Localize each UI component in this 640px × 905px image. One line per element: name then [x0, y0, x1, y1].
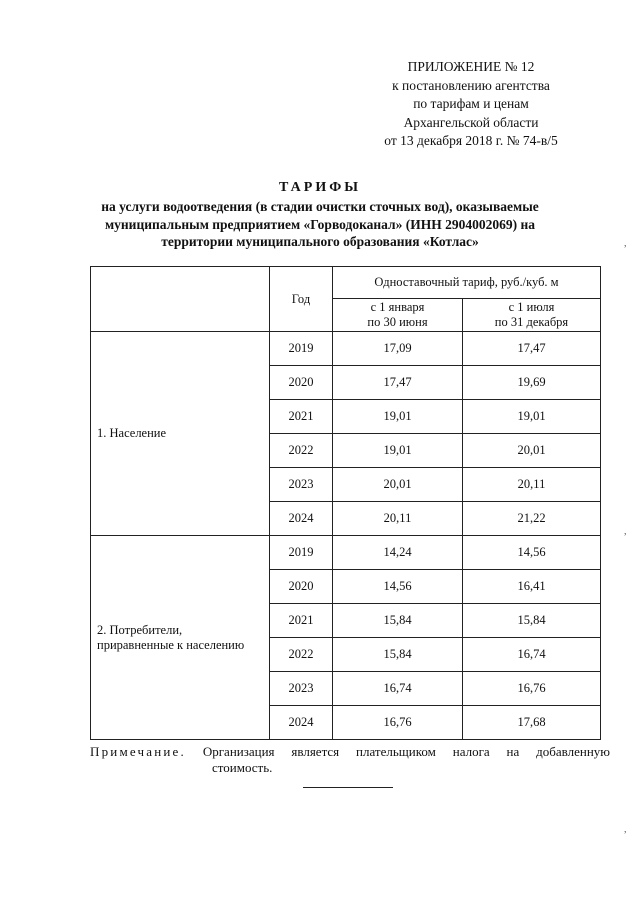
- footnote-word: является: [291, 744, 340, 759]
- tariff-table: [90, 266, 601, 740]
- tariff-cell: 19,01: [463, 400, 601, 434]
- year-cell: 2024: [270, 706, 333, 740]
- header-period-second-half: с 1 июля по 31 декабря: [463, 299, 601, 332]
- tariff-cell: 16,76: [333, 706, 463, 740]
- margin-mark: ,: [624, 238, 627, 249]
- year-cell: 2020: [270, 570, 333, 604]
- year-cell: 2019: [270, 332, 333, 366]
- footnote-word: налога: [452, 744, 490, 759]
- tariff-cell: 14,56: [333, 570, 463, 604]
- tariff-cell: 19,01: [333, 434, 463, 468]
- year-cell: 2019: [270, 536, 333, 570]
- tariff-cell: 14,56: [463, 536, 601, 570]
- tariff-cell: 19,01: [333, 400, 463, 434]
- tariff-cell: 17,47: [333, 366, 463, 400]
- tariff-cell: 20,11: [333, 502, 463, 536]
- subtitle-line: территории муниципального образования «Котлас»: [161, 234, 479, 249]
- year-cell: 2024: [270, 502, 333, 536]
- category-population: 1. Население: [91, 332, 270, 536]
- footnote: [90, 744, 610, 776]
- footnote-word: добавленную: [536, 744, 610, 759]
- tariff-cell: 15,84: [333, 638, 463, 672]
- tariff-cell: 20,01: [463, 434, 601, 468]
- tariff-cell: 17,68: [463, 706, 601, 740]
- tariff-cell: 20,01: [333, 468, 463, 502]
- subtitle-line: муниципальным предприятием «Горводоканал» (ИНН 2904002069) на: [104, 216, 536, 232]
- tariff-cell: 21,22: [463, 502, 601, 536]
- footnote-continuation: стоимость.: [212, 760, 273, 775]
- tariff-cell: 17,47: [463, 332, 601, 366]
- year-cell: 2022: [270, 434, 333, 468]
- subtitle-line: на услуги водоотведения (в стадии очистки сточных вод), оказываемые: [101, 199, 539, 214]
- table-row: [91, 332, 601, 366]
- year-cell: 2023: [270, 672, 333, 706]
- footnote-word: плательщиком: [356, 744, 436, 759]
- header-category-cell: [91, 267, 270, 332]
- footnote-line: [90, 744, 610, 760]
- table-row: [91, 536, 601, 570]
- year-cell: 2022: [270, 638, 333, 672]
- appendix-line: к постановлению агентства: [392, 77, 550, 93]
- year-cell: 2023: [270, 468, 333, 502]
- document-subtitle: [40, 198, 600, 251]
- tariff-cell: 16,74: [463, 638, 601, 672]
- header-year: Год: [270, 267, 333, 332]
- margin-mark: ,: [624, 526, 627, 537]
- footnote-label: Примечание.: [90, 744, 186, 759]
- header-tariff: Одноставочный тариф, руб./куб. м: [333, 267, 601, 299]
- appendix-date: от 13 декабря 2018 г. № 74-в/5: [384, 133, 558, 148]
- tariff-cell: 17,09: [333, 332, 463, 366]
- tariff-cell: 14,24: [333, 536, 463, 570]
- appendix-number: ПРИЛОЖЕНИЕ № 12: [407, 59, 535, 74]
- tariff-cell: 16,74: [333, 672, 463, 706]
- appendix-line: Архангельской области: [403, 114, 539, 130]
- year-cell: 2020: [270, 366, 333, 400]
- document-title: ТАРИФЫ: [279, 180, 361, 195]
- margin-mark: ,: [624, 824, 627, 835]
- closing-rule: [303, 787, 393, 788]
- tariff-cell: 20,11: [463, 468, 601, 502]
- header-period-first-half: с 1 января по 30 июня: [333, 299, 463, 332]
- category-equivalent-consumers: 2. Потребители, приравненные к населению: [91, 536, 270, 740]
- appendix-header: [340, 58, 602, 151]
- tariff-cell: 15,84: [463, 604, 601, 638]
- appendix-line: по тарифам и ценам: [413, 96, 529, 111]
- footnote-word: на: [506, 744, 520, 759]
- tariff-cell: 16,76: [463, 672, 601, 706]
- year-cell: 2021: [270, 400, 333, 434]
- year-cell: 2021: [270, 604, 333, 638]
- tariff-cell: 19,69: [463, 366, 601, 400]
- tariff-cell: 16,41: [463, 570, 601, 604]
- footnote-word: Организация: [202, 744, 275, 759]
- tariff-cell: 15,84: [333, 604, 463, 638]
